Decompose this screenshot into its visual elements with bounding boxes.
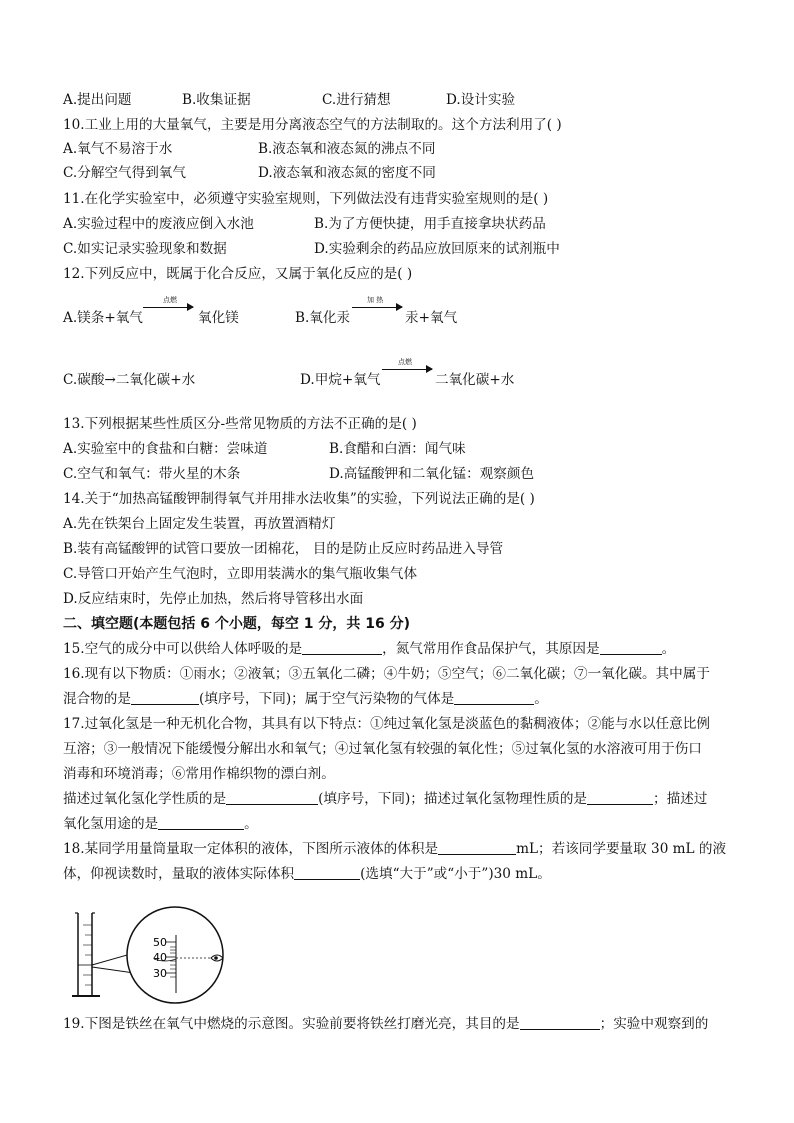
q9-option-a: A.提出问题	[63, 92, 132, 108]
q17-part-d: 氧化氢用途的是	[63, 816, 159, 832]
q11-option-c: C.如实记录实验现象和数据	[63, 241, 227, 257]
q18-part-c: 体，仰视读数时，量取的液体实际体积	[63, 866, 295, 882]
q17-part-e: 。	[244, 816, 258, 832]
graduated-cylinder-icon	[72, 913, 100, 996]
q16-blank-1[interactable]	[131, 690, 199, 705]
q17-blank-2[interactable]	[587, 790, 653, 805]
q10-option-c: C.分解空气得到氧气	[63, 165, 186, 181]
q12-a-condition: 点燃	[163, 296, 177, 304]
q17-part-a: 描述过氧化氢化学性质的是	[63, 791, 227, 807]
q12-a-left: A.镁条+氧气	[63, 310, 143, 326]
q11-option-a: A.实验过程中的废液应倒入水池	[63, 216, 254, 232]
graduated-cylinder-figure	[70, 895, 240, 1005]
q17-line2: 互溶；③一般情况下能缓慢分解出水和氧气；④过氧化氢有较强的氧化性；⑤过氧化氢的水溶液可用于伤口	[63, 741, 702, 757]
q17-line5	[63, 814, 258, 834]
q12-d-left: D.甲烷+氧气	[300, 372, 381, 388]
q16-line2	[63, 689, 548, 709]
q13-option-d: D.高锰酸钾和二氧化锰：观察颜色	[329, 466, 535, 482]
q10-option-d: D.液态氧和液态氮的密度不同	[258, 165, 436, 181]
q17-part-b: (填序号，下同)；描述过氧化氢物理性质的是	[318, 791, 588, 807]
q16-part-b: (填序号，下同)；属于空气污染物的气体是	[198, 691, 455, 707]
q9-option-d: D.设计实验	[446, 92, 516, 108]
q15-part2: ，氮气常用作食品保护气，其原因是	[382, 641, 600, 657]
q15-blank-1[interactable]	[302, 640, 382, 655]
q10-option-a: A.氧气不易溶于水	[63, 141, 173, 157]
q13-option-b: B.食醋和白酒：闻气味	[329, 441, 466, 457]
q17-part-c: ；描述过	[653, 791, 708, 807]
q14-option-c: C.导管口开始产生气泡时，立即用装满水的集气瓶收集气体	[63, 566, 418, 582]
q19-blank-1[interactable]	[520, 1015, 600, 1030]
magnifier-circle	[127, 907, 223, 1003]
q17-line3: 消毒和环境消毒；⑥常用作棉织物的漂白剂。	[63, 766, 335, 782]
q18-part-a: 18.某同学用量筒量取一定体积的液体，下图所示液体的体积是	[63, 841, 439, 857]
q12-c: C.碳酸→二氧化碳+水	[63, 372, 196, 388]
q9-option-c: C.进行猜想	[322, 92, 391, 108]
q13-stem: 13.下列根据某些性质区分-些常见物质的方法不正确的是( )	[63, 416, 417, 432]
q14-option-b: B.装有高锰酸钾的试管口要放一团棉花， 目的是防止反应时药品进入导管	[63, 541, 504, 557]
q14-option-d: D.反应结束时，先停止加热，然后将导管移出水面	[63, 591, 364, 607]
q12-stem: 12.下列反应中，既属于化合反应，又属于氧化反应的是( )	[63, 266, 413, 282]
q17-blank-1[interactable]	[226, 790, 318, 805]
scale-label-30: 30	[153, 967, 167, 980]
q13-option-c: C.空气和氧气：带火星的木条	[63, 466, 241, 482]
q19-part-a: 19.下图是铁丝在氧气中燃烧的示意图。实验前要将铁丝打磨光亮，其目的是	[63, 1016, 520, 1032]
section-2-title: 二、填空题(本题包括 6 个小题，每空 1 分，共 16 分)	[63, 616, 411, 632]
eye-icon	[211, 955, 223, 961]
q11-option-b: B.为了方便快捷，用手直接拿块状药品	[314, 216, 546, 232]
q12-b-condition: 加 热	[367, 296, 384, 304]
q12-d-right: 二氧化碳+水	[435, 372, 515, 388]
q17-line1: 17.过氧化氢是一种无机化合物，其具有以下特点：①纯过氧化氢是淡蓝色的黏稠液体；②能与水以任意比例	[63, 716, 710, 732]
q12-a-arrow	[143, 307, 193, 308]
q19-part-b: ；实验中观察到的	[599, 1016, 709, 1032]
q16-part-a: 混合物的是	[63, 691, 131, 707]
q16-part-c: 。	[534, 691, 548, 707]
q19-line1	[63, 1014, 708, 1034]
q18-line1	[63, 839, 726, 859]
q13-option-a: A.实验室中的食盐和白糖：尝味道	[63, 441, 268, 457]
q15	[63, 639, 675, 659]
q12-d-condition: 点燃	[398, 358, 412, 366]
q9-option-b: B.收集证据	[182, 92, 251, 108]
q17-blank-3[interactable]	[158, 815, 244, 830]
q10-stem: 10.工业上用的大量氧气，主要是用分离液态空气的方法制取的。这个方法利用了( )	[63, 117, 562, 133]
q12-d-arrow	[382, 369, 432, 370]
q18-line2	[63, 864, 551, 884]
q12-a-right: 氧化镁	[198, 310, 239, 326]
q12-b-right: 汞+氧气	[405, 310, 458, 326]
q18-part-d: (选填“大于”或“小于”)30 mL。	[360, 866, 551, 882]
q11-stem: 11.在化学实验室中，必须遵守实验室规则，下列做法没有违背实验室规则的是( )	[63, 191, 549, 207]
scale-label-50: 50	[153, 936, 167, 949]
q12-b-arrow	[352, 307, 402, 308]
q17-line4	[63, 789, 707, 809]
q14-option-a: A.先在铁架台上固定发生装置，再放置酒精灯	[63, 516, 336, 532]
q18-blank-1[interactable]	[438, 840, 516, 855]
q15-blank-2[interactable]	[600, 640, 662, 655]
q16-blank-2[interactable]	[454, 690, 534, 705]
q18-part-b: mL；若该同学要量取 30 mL 的液	[516, 841, 727, 857]
scale-label-40: 40	[153, 951, 167, 964]
q10-option-b: B.液态氧和液态氮的沸点不同	[258, 141, 436, 157]
q14-stem: 14.关于“加热高锰酸钾制得氧气并用排水法收集”的实验，下列说法正确的是( )	[63, 491, 535, 507]
q12-b-left: B.氧化汞	[295, 310, 351, 326]
q16-line1: 16.现有以下物质：①雨水；②液氧；③五氧化二磷；④牛奶；⑤空气；⑥二氧化碳；⑦一氧化碳。其中属于	[63, 666, 710, 682]
q15-part3: 。	[661, 641, 676, 657]
q15-part1: 15.空气的成分中可以供给人体呼吸的是	[63, 641, 303, 657]
q11-option-d: D.实验剩余的药品应放回原来的试剂瓶中	[314, 241, 560, 257]
q18-blank-2[interactable]	[294, 865, 360, 880]
